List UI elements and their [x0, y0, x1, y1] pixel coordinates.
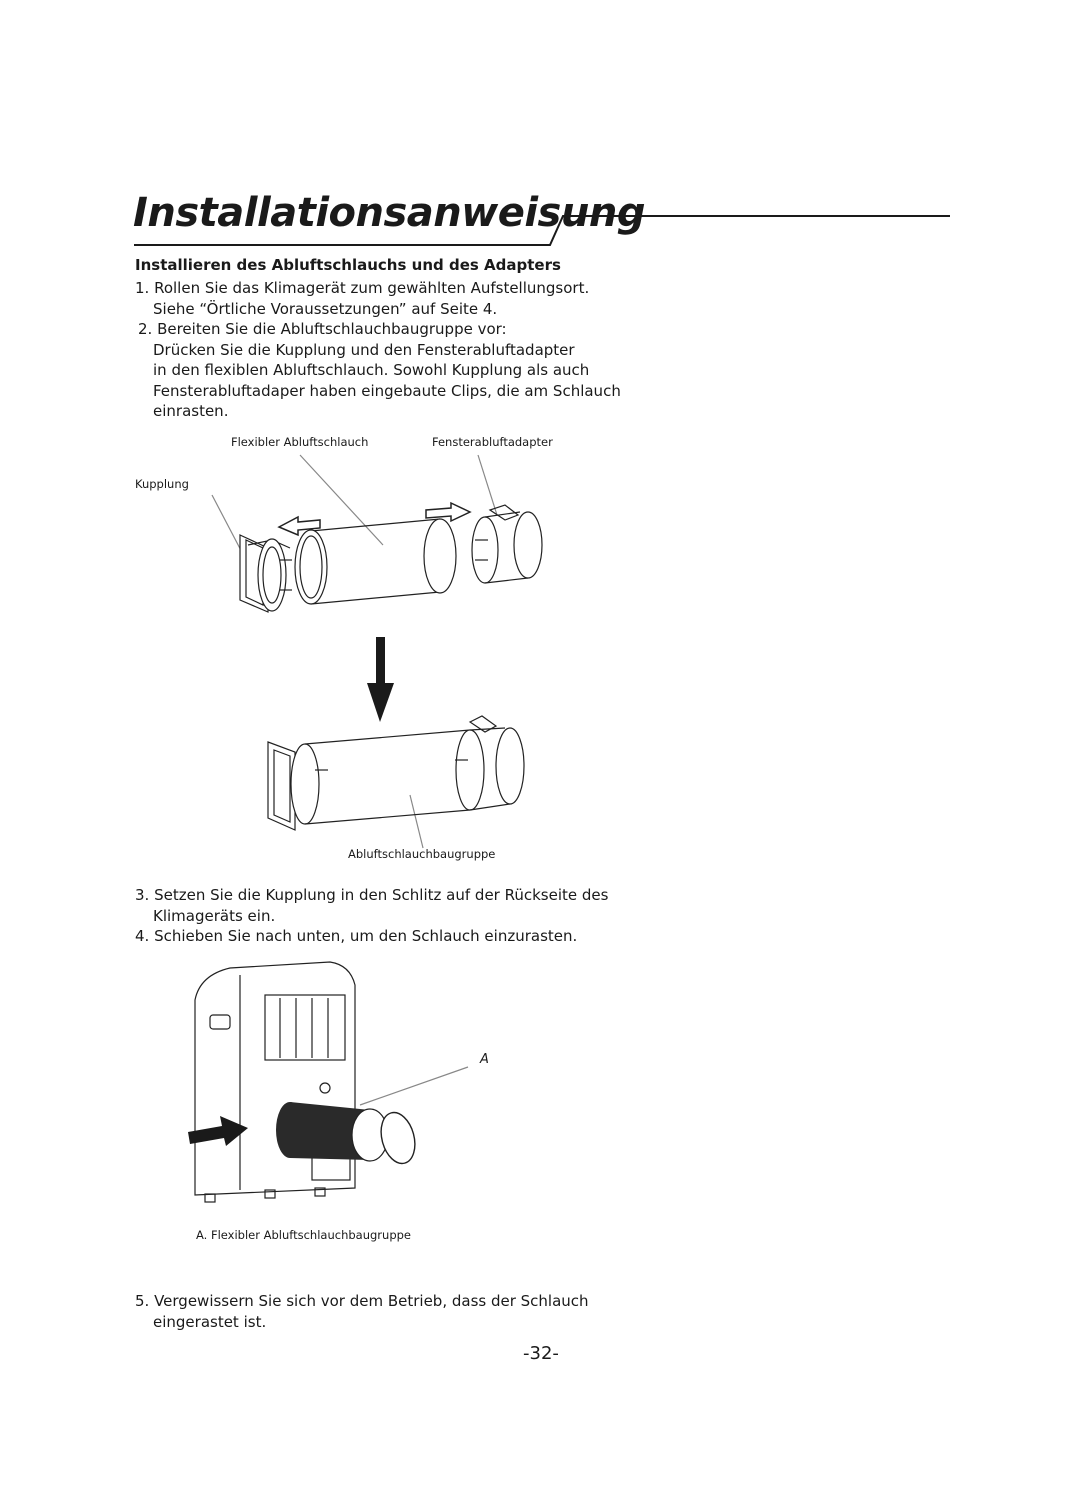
step-3-line: Klimageräts ein.: [153, 906, 276, 925]
figure-caption: A. Flexibler Abluftschlauchbaugruppe: [196, 1228, 411, 1242]
section-heading: Installieren des Abluftschlauchs und des Adapters: [135, 256, 561, 274]
step-3-text: 3. Setzen Sie die Kupplung in den Schlitz auf der Rückseite des: [135, 886, 609, 904]
page-title: Installationsanweisung: [133, 190, 645, 236]
callout-a: A: [480, 1052, 489, 1067]
step-1-ref: Siehe “Örtliche Voraussetzungen” auf Seite 4.: [153, 299, 498, 318]
step-1-text: 1. Rollen Sie das Klimagerät zum gewählten Aufstellungsort.: [135, 279, 590, 297]
label-hose: Flexibler Abluftschlauch: [231, 435, 369, 449]
step-5-text: 5. Vergewissern Sie sich vor dem Betrieb, dass der Schlauch: [135, 1292, 589, 1310]
step-2-line: Fensterabluftadaper haben eingebaute Clips, die am Schlauch: [153, 381, 621, 400]
page-number: -32-: [523, 1343, 559, 1364]
step-2-line: Drücken Sie die Kupplung und den Fensterabluftadapter: [153, 340, 575, 359]
label-coupling: Kupplung: [135, 477, 189, 491]
step-5-line: eingerastet ist.: [153, 1312, 267, 1331]
instructions-block-3: [135, 1291, 589, 1332]
label-assembly: Abluftschlauchbaugruppe: [348, 847, 496, 861]
label-adapter: Fensterabluftadapter: [432, 435, 553, 449]
step-4-text: 4. Schieben Sie nach unten, um den Schlauch einzurasten.: [135, 927, 578, 945]
step-2-text: 2. Bereiten Sie die Abluftschlauchbaugruppe vor:: [138, 320, 507, 338]
step-2-line: in den flexiblen Abluftschlauch. Sowohl Kupplung als auch: [153, 361, 590, 379]
step-2-line: einrasten.: [153, 402, 229, 420]
